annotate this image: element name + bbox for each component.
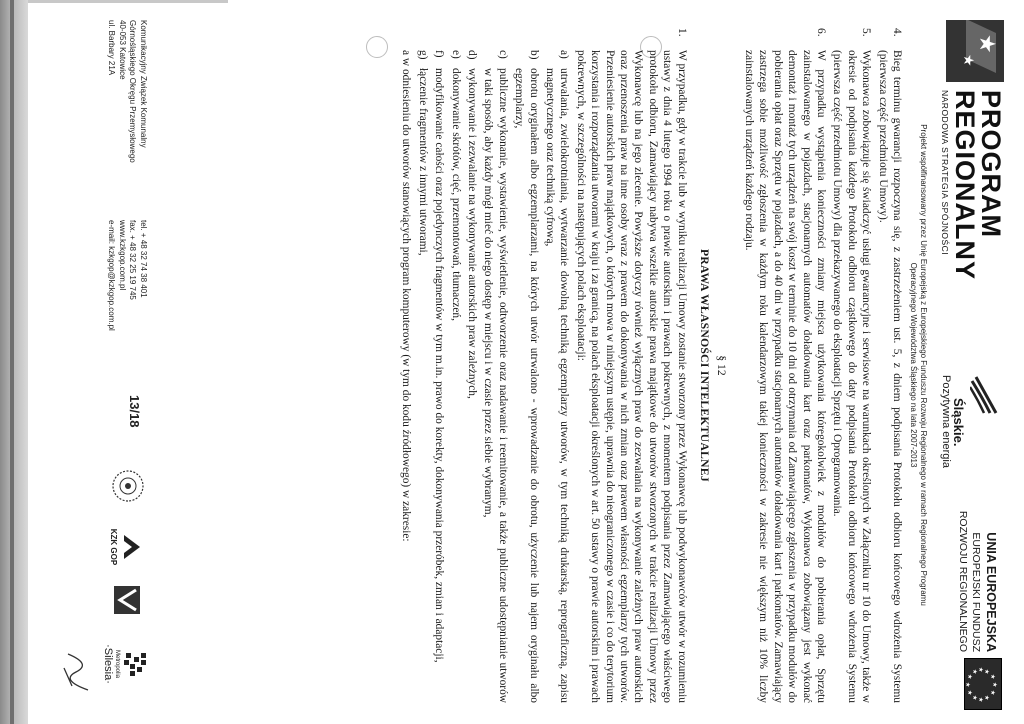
section-title: PRAWA WŁASNOŚCI INTELEKTUALNEJ xyxy=(698,249,712,482)
document-body xyxy=(399,28,904,703)
document-page xyxy=(23,20,1008,710)
field-letter: e) xyxy=(449,50,462,59)
project-line-2: Operacyjnego Województwa Śląskiego na lata 2007-2013 xyxy=(909,262,918,468)
star-icon: ★ xyxy=(960,54,975,67)
org-line: 40-053 Katowice xyxy=(118,20,127,80)
slaskie-swoosh-icon xyxy=(970,375,1000,415)
field-text: utrwalania, zwielokrotniania, wytwarzanie dowolną techniką egzemplarzy utworów, w tym techniką drukarską, reprograficzną, zapisu magnetycznego oraz techniką cyfrową, xyxy=(544,68,571,703)
paragraph-1 xyxy=(573,28,688,703)
project-line-1: Projekt współfinansowany przez Unię Europejską z Europejskiego Funduszu Rozwoju Regionalnego w ramach Regionalnego Programu xyxy=(919,124,928,606)
exploitation-field xyxy=(448,28,462,703)
field-text: łączenie fragmentów z innymi utworami, xyxy=(416,68,429,256)
handwritten-initials xyxy=(58,650,98,700)
star-icon: ★ xyxy=(975,34,1000,54)
exploitation-field xyxy=(512,28,541,703)
exploitation-field xyxy=(543,28,572,703)
field-text: dokonywanie skrótów, cięć, przemontowań, tłumaczeń, xyxy=(449,68,462,321)
page-number: 13/18 xyxy=(127,395,142,428)
exploitation-field xyxy=(432,28,446,703)
slaskie-name: Śląskie. xyxy=(951,398,966,447)
paragraph-text: W przypadku, gdy w trakcie lub w wyniku realizacji Umowy zostanie stworzony przez Wykonawcę lub podwykonawców utwór w rozumieniu ustawy z dnia 4 lutego 1994 roku o prawie autorskim i prawach pokrewnych, z momentem podpisania przez Zamawiającego właściwego protokołu odbioru, Zamawiający nabywa wszelkie autorskie prawa majątkowe do utworów stworzonych w trakcie realizacji Umowy przez Wykonawcę lub na jego zlecenie. Powyższe dotyczy również wyłącznych praw do zezwalania na wykonywanie zależnych praw autorskich oraz przenoszenia praw na inne osoby wraz z prawem do dokonywania w nich zmian oraz prawem własności egzemplarzy tych utworów. Przeniesienie autorskich praw majątkowych, o których mowa w niniejszym ustępie, uprawnia do nieograniczonego w czasie i co do terytorium korzystania i rozporządzania utworami w kraju i za granicą, na polach eksploatacji określonych w art. 50 ustawy o prawie autorskim i prawach pokrewnych, w szczególności na następujących polach eksploatacji: xyxy=(574,50,688,703)
paragraph-number: 1. xyxy=(675,28,688,37)
eu-logo xyxy=(938,490,1004,710)
org-line: ul. Barbary 21A xyxy=(107,20,117,76)
contact-line: www.kzkgop.com.pl xyxy=(118,220,127,291)
section-number: § 12 xyxy=(714,355,728,376)
field-letter: a) xyxy=(558,50,571,59)
organization-address xyxy=(106,20,148,163)
clause-number: 4. xyxy=(891,28,903,37)
field-letter: g) xyxy=(416,50,429,60)
metropolia-pixel-icon xyxy=(122,649,148,679)
exploitation-field xyxy=(465,28,479,703)
ue-title: UNIA EUROPEJSKA xyxy=(984,532,998,652)
certification-seal-icon xyxy=(110,468,146,504)
contact-line: tel. + 48 32 74 38 401 xyxy=(139,220,148,298)
program-title-line1: PROGRAM xyxy=(976,90,1006,238)
clause-text: Wykonawca zobowiązuje się świadczyć usługi gwarancyjne i serwisowe na warunkach określonych w Załączniku nr 10 do Umowy, także w okresie od podpisania każdego Protokołu odbioru cząstkowego do daty podpisania Protokołu odbioru końcowego wdrożenia Systemu (pierwsza część przedmiotu Umowy) dla przekazywanego do eksploatacji Sprzętu i Oprogramowania. xyxy=(831,50,873,703)
organization-contact xyxy=(106,220,148,331)
contact-line: fax. + 48 32 25 19 745 xyxy=(128,220,138,300)
program-regionalny-logo xyxy=(938,20,1008,300)
flag-icon xyxy=(946,20,1004,82)
eu-flag-icon: ★ ★ ★ ★ ★ ★ ★ ★ ★ ★ ★ ★ xyxy=(964,658,1002,710)
project-cofinancing-note xyxy=(908,20,928,710)
program-title-line2: REGIONALNY xyxy=(950,90,980,281)
field-text: publiczne wykonanie, wystawienie, wyświetlenie, odtworzenie oraz nadawanie i reemitowanie, a także publiczne udostępnianie utworów w taki sposób, aby każdy mógł mieć do niego dostęp w miejscu i w czasie przez siebie wybranym, xyxy=(482,68,509,703)
page-header xyxy=(936,20,1008,710)
clause-item xyxy=(830,28,873,703)
clause-number: 6. xyxy=(814,28,827,37)
ue-fund-line1: EUROPEJSKI FUNDUSZ xyxy=(970,532,982,652)
transport-icon xyxy=(112,584,142,616)
field-text: wykonywanie i zezwalanie na wykonywanie autorskich praw zależnych, xyxy=(466,68,479,399)
metropolia-text: Metropolia xyxy=(114,649,120,678)
org-line: Komunikacyjny Związek Komunalny xyxy=(139,20,148,148)
field-text: obrotu oryginałem albo egzemplarzami, na których utwór utrwalono - wprowadzanie do obrotu, użyczenie lub najem oryginału albo egzemplarzy, xyxy=(513,68,540,703)
kzk-gop-text: KZK GOP xyxy=(109,528,118,566)
ue-fund-line2: ROZWOJU REGIONALNEGO xyxy=(957,510,969,652)
slaskie-logo xyxy=(938,320,1000,470)
transport-logo xyxy=(110,580,142,620)
clause-number: 5. xyxy=(860,28,873,37)
contact-line: e-mail: kzkgop@kzkgop.com.pl xyxy=(107,220,117,331)
page-footer xyxy=(28,20,148,710)
field-letter: c) xyxy=(496,50,509,59)
clause-text: Bieg terminu gwarancji rozpoczyna się, z zastrzeżeniem ust. 5, z dniem podpisania Protokołu odbioru końcowego wdrożenia Systemu (pierwsza część przedmiotu Umowy). xyxy=(876,50,903,703)
exploitation-field xyxy=(415,28,429,703)
slaskie-slogan: Pozytywna energia xyxy=(940,375,952,468)
field-letter: d) xyxy=(466,50,479,60)
kzk-gop-icon xyxy=(120,532,144,562)
clause-text: W przypadku wystąpienia konieczności zmiany miejsca użytkowania któregokolwiek z modułów do pobierania opłat, Sprzętu zainstalowanego w pojazdach, stacjonarnych automatów doładowania kart oraz parkomatów, Wykonawca zobowiązany jest wykonać demontaż i montaż tych urządzeń na swój koszt w terminie do 10 dni od otrzymania od Zamawiającego zgłoszenia w przypadku modułów do pobierania opłat oraz Sprzętu w pojazdach, a do 40 dni w przypadku stacjonarnych automatów doładowania kart i parkomatów. Zamawiający zastrzega sobie możliwość zgłoszenia w każdym roku kalendarzowym takiej konieczności w zakresie nie większym niż 10% liczby zainstalowanych urządzeń każdego rodzaju. xyxy=(742,50,827,703)
scanner-top-edge xyxy=(28,0,228,3)
field-letter: b) xyxy=(527,50,540,60)
org-line: Górnośląskiego Okręgu Przemysłowego xyxy=(128,20,138,163)
silesia-text: ·Silesia· xyxy=(102,644,114,684)
field-text: modyfikowanie całości oraz pojedynczych fragmentów w tym m.in. prawo do korekty, dokonywania przeróbek, zmian i adaptacji, xyxy=(433,68,446,663)
kzk-gop-logo xyxy=(109,525,144,569)
exploitation-field xyxy=(481,28,510,703)
field-letter: f) xyxy=(433,50,446,58)
program-subtitle: NARODOWA STRATEGIA SPÓJNOŚCI xyxy=(940,90,950,256)
clause-item xyxy=(875,28,904,703)
metropolia-silesia-logo xyxy=(102,632,148,696)
closing-text: a w odniesieniu do utworów stanowiących program komputerowy (w tym do kodu źródłowego) w zakresie: xyxy=(400,50,413,542)
clause-item xyxy=(742,28,828,703)
